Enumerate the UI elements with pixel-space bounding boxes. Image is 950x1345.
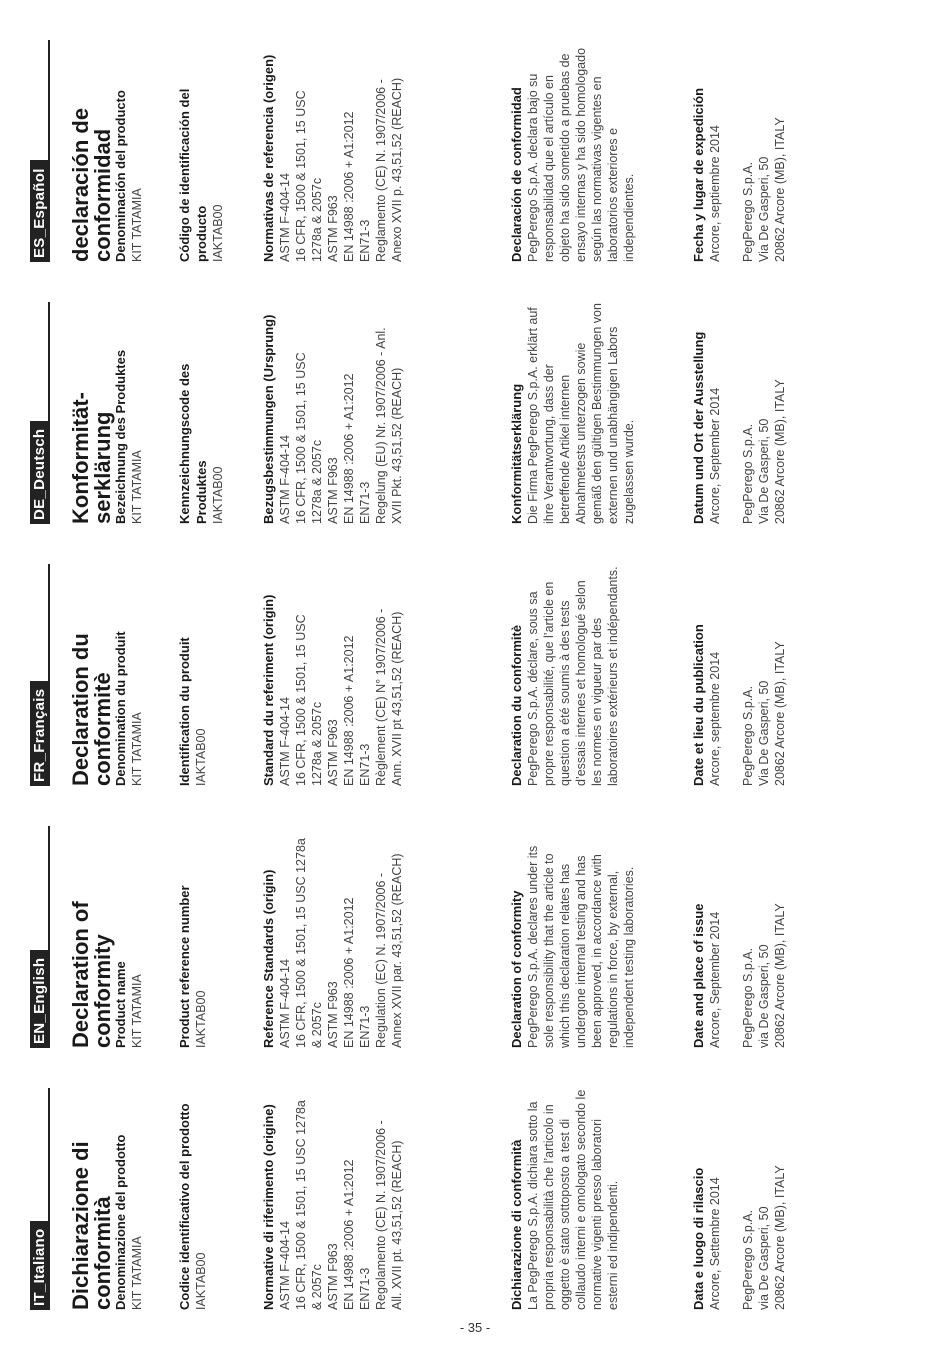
product-code-block [176,564,209,786]
language-tag-label: EN_English [30,950,50,1048]
reference-standards-list [277,40,405,262]
address-line: Via De Gasperi, 50 [757,418,771,524]
reference-line: Règlement (CE) N° 1907/2006 - [374,608,388,786]
reference-standards-list [277,1088,405,1310]
reference-line: ASTM F963 [326,719,340,786]
reference-line: All. XVII pt. 43,51,52 (REACH) [390,1140,404,1310]
reference-line: Annex XVII par. 43,51,52 (REACH) [390,853,404,1048]
date-place-label: Date and place of issue [691,903,706,1048]
date-place-value: Arcore, September 2014 [708,387,722,524]
reference-line: ASTM F963 [326,457,340,524]
rotated-sheet [30,40,930,1310]
product-name-label: Product name [113,961,128,1048]
product-code-label: Identification du produit [177,637,192,786]
date-place-value: Arcore, septembre 2014 [708,651,722,786]
address-line: 20862 Arcore (MB), ITALY [773,1165,787,1310]
language-tag-label: ES_Español [30,160,50,262]
reference-standards-list [277,302,405,524]
reference-line: EN 14988 :2006 + A1:2012 [342,1159,356,1310]
reference-line: ASTM F-404-14 [278,173,292,262]
declaration-block [508,1088,621,1310]
address-line: 20862 Arcore (MB), ITALY [773,641,787,786]
language-tag-label: IT_Italiano [30,1221,50,1310]
column-title: Konformität-serklärung [68,392,115,524]
reference-standards-block [260,302,405,524]
declaration-label: Dichiarazione di conformità [509,1139,524,1310]
declaration-text: PegPerego S.p.A. déclare, sous sa propre responsabilité, que l’article en question a été soumis à des tests d’essais internes et homologué selon les normes en vigueur par des laboratoires extérieurs et indépendants. [526,566,620,786]
product-code-label: Código de identificación del producto [177,88,209,262]
reference-line: & 2057c [310,1264,324,1310]
date-place-value: Arcore, Settembre 2014 [708,1177,722,1310]
product-name-value: KIT TATAMIA [130,974,144,1048]
reference-line: 16 CFR, 1500 & 1501, 15 USC [294,90,308,262]
product-name-block [112,302,145,524]
product-name-block [112,826,145,1048]
product-code-label: Product reference number [177,885,192,1048]
column-title: declaración de conformidad [68,107,115,262]
address-line: PegPerego S.p.A. [741,1209,755,1310]
product-name-block [112,564,145,786]
declaration-text: La PegPerego S.p.A. dichiara sotto la propria responsabilità che l’articolo in oggetto è stato sottoposto a test di collaudo interni e omologato secondo le normative vigenti presso laboratori esterni ed indipendenti. [526,1089,620,1310]
reference-line: ASTM F963 [326,195,340,262]
product-code-label: Kennzeichnungscode des Produktes [177,363,209,524]
column-title: Declaration du conformitè [68,633,115,786]
company-address [740,1088,788,1310]
column-title: Dichiarazione di conformità [68,1141,115,1310]
language-tag [30,1088,50,1310]
date-place-value: Arcore, September 2014 [708,911,722,1048]
date-place-label: Date et lieu du publication [691,624,706,786]
reference-line: Regulation (EC) N. 1907/2006 - [374,872,388,1048]
company-address [740,40,788,262]
language-tag [30,40,50,262]
language-tag-label: FR_Français [30,681,50,786]
product-name-label: Denominazione del prodotto [113,1134,128,1310]
reference-line: ASTM F-404-14 [278,435,292,524]
address-line: via De Gasperi, 50 [757,944,771,1048]
product-code-value: IAKTAB00 [194,990,208,1048]
reference-line: ASTM F-404-14 [278,959,292,1048]
date-place-label: Data e luogo di rilascio [691,1167,706,1310]
reference-line: EN 14988 :2006 + A1:2012 [342,635,356,786]
reference-line: ASTM F-404-14 [278,1221,292,1310]
declaration-text: PegPerego S.p.A. declara bajo su responsabilidad que el artículo en objeto ha sido sometido a pruebas de ensayo internas y ha sido homologado según las normativas vigentes en laboratorios exteriores e independientes. [526,47,636,262]
reference-standards-label: Normativas de referencia (origen) [261,54,276,262]
date-place-block [690,1088,723,1310]
date-place-block [690,826,723,1048]
address-line: PegPerego S.p.A. [741,685,755,786]
address-line: PegPerego S.p.A. [741,423,755,524]
reference-line: EN71-3 [358,1267,372,1310]
reference-standards-label: Standard du referiment (origin) [261,594,276,786]
product-name-label: Denominación del producto [113,90,128,262]
reference-line: EN 14988 :2006 + A1:2012 [342,373,356,524]
declaration-label: Konformitätserklärung [509,383,524,524]
date-place-label: Datum und Ort der Ausstellung [691,331,706,524]
declaration-label: Declaration du conformitè [509,624,524,786]
reference-line: 16 CFR, 1500 & 1501, 15 USC [294,614,308,786]
product-code-value: IAKTAB00 [194,728,208,786]
product-name-value: KIT TATAMIA [130,712,144,786]
address-line: Via De Gasperi, 50 [757,680,771,786]
date-place-block [690,40,723,262]
language-tag [30,302,50,524]
reference-standards-block [260,1088,405,1310]
product-name-block [112,1088,145,1310]
declaration-label: Declaración de conformidad [509,87,524,262]
product-code-block [176,826,209,1048]
reference-standards-label: Normative di riferimento (origine) [261,1104,276,1310]
reference-line: Regelung (EU) Nr. 1907/2006 - Anl. [374,327,388,524]
language-tag [30,564,50,786]
reference-standards-block [260,564,405,786]
reference-line: ASTM F963 [326,1243,340,1310]
address-line: PegPerego S.p.A. [741,947,755,1048]
product-name-value: KIT TATAMIA [130,188,144,262]
column-title: Declaration of conformity [68,901,115,1048]
reference-standards-label: Bezugsbestimmungen (Ursprung) [261,314,276,524]
reference-line: 16 CFR, 1500 & 1501, 15 USC 1278a [294,1100,308,1310]
product-name-label: Bezeichnung des Produktes [113,349,128,524]
language-tag-label: DE_Deutsch [30,421,50,524]
reference-line: Anexo XVII p. 43,51,52 (REACH) [390,77,404,262]
product-code-block [176,40,226,262]
address-line: via De Gasperi, 50 [757,1206,771,1310]
reference-line: 16 CFR, 1500 & 1501, 15 USC [294,352,308,524]
reference-standards-block [260,826,405,1048]
language-tag [30,826,50,1048]
declaration-block [508,40,637,262]
declaration-block [508,302,637,524]
date-place-block [690,302,723,524]
reference-standards-block [260,40,405,262]
reference-line: Regolamento (CE) N. 1907/2006 - [374,1120,388,1310]
date-place-label: Fecha y lugar de expedición [691,87,706,262]
page-number: - 35 - [459,1320,491,1335]
company-address [740,564,788,786]
product-code-label: Codice identificativo del prodotto [177,1103,192,1310]
declaration-text: PegPerego S.p.A. declares under its sole responsibility that the article to which this declaration relates has undergone internal testing and has been approved, in accordance with regulations in force, by external, independent testing laboratories. [526,845,636,1048]
date-place-block [690,564,723,786]
product-code-value: IAKTAB00 [211,466,225,524]
reference-line: EN71-3 [358,743,372,786]
reference-line: 1278a & 2057c [310,177,324,262]
address-line: PegPerego S.p.A. [741,161,755,262]
reference-standards-list [277,564,405,786]
product-name-value: KIT TATAMIA [130,450,144,524]
declaration-block [508,826,637,1048]
reference-line: EN71-3 [358,219,372,262]
reference-line: ASTM F-404-14 [278,697,292,786]
declaration-label: Declaration of conformity [509,890,524,1048]
date-place-value: Arcore, septiembre 2014 [708,125,722,262]
reference-line: 16 CFR, 1500 & 1501, 15 USC 1278a [294,838,308,1048]
product-code-value: IAKTAB00 [194,1252,208,1310]
reference-line: 1278a & 2057c [310,439,324,524]
reference-line: EN71-3 [358,481,372,524]
reference-line: XVII Pkt. 43,51,52 (REACH) [390,367,404,524]
company-address [740,302,788,524]
product-code-block [176,1088,209,1310]
reference-line: 1278a & 2057c [310,701,324,786]
reference-line: & 2057c [310,1002,324,1048]
address-line: 20862 Arcore (MB), ITALY [773,903,787,1048]
product-name-label: Denomination du produit [113,631,128,786]
product-code-value: IAKTAB00 [211,204,225,262]
reference-line: Ann. XVII pt 43,51,52 (REACH) [390,611,404,786]
reference-standards-list [277,826,405,1048]
company-address [740,826,788,1048]
declaration-text: Die Firma PegPerego S.p.A. erklärt auf ihre Verantwortung, dass der betreffende Artikel internen Abnahmetests unterzogen sowie gemäß den gültigen Bestimmungen von externen und unabhängigen Labors zugelassen wurde. [526,303,636,524]
product-code-block [176,302,226,524]
reference-line: ASTM F963 [326,981,340,1048]
product-name-value: KIT TATAMIA [130,1236,144,1310]
reference-standards-label: Reference Standards (origin) [261,869,276,1048]
reference-line: Reglamento (CE) N. 1907/2006 - [374,79,388,262]
address-line: 20862 Arcore (MB), ITALY [773,117,787,262]
product-name-block [112,40,145,262]
reference-line: EN 14988 :2006 + A1:2012 [342,897,356,1048]
address-line: Via De Gasperi, 50 [757,156,771,262]
address-line: 20862 Arcore (MB), ITALY [773,379,787,524]
reference-line: EN71-3 [358,1005,372,1048]
declaration-block [508,564,621,786]
reference-line: EN 14988 :2006 + A1:2012 [342,111,356,262]
